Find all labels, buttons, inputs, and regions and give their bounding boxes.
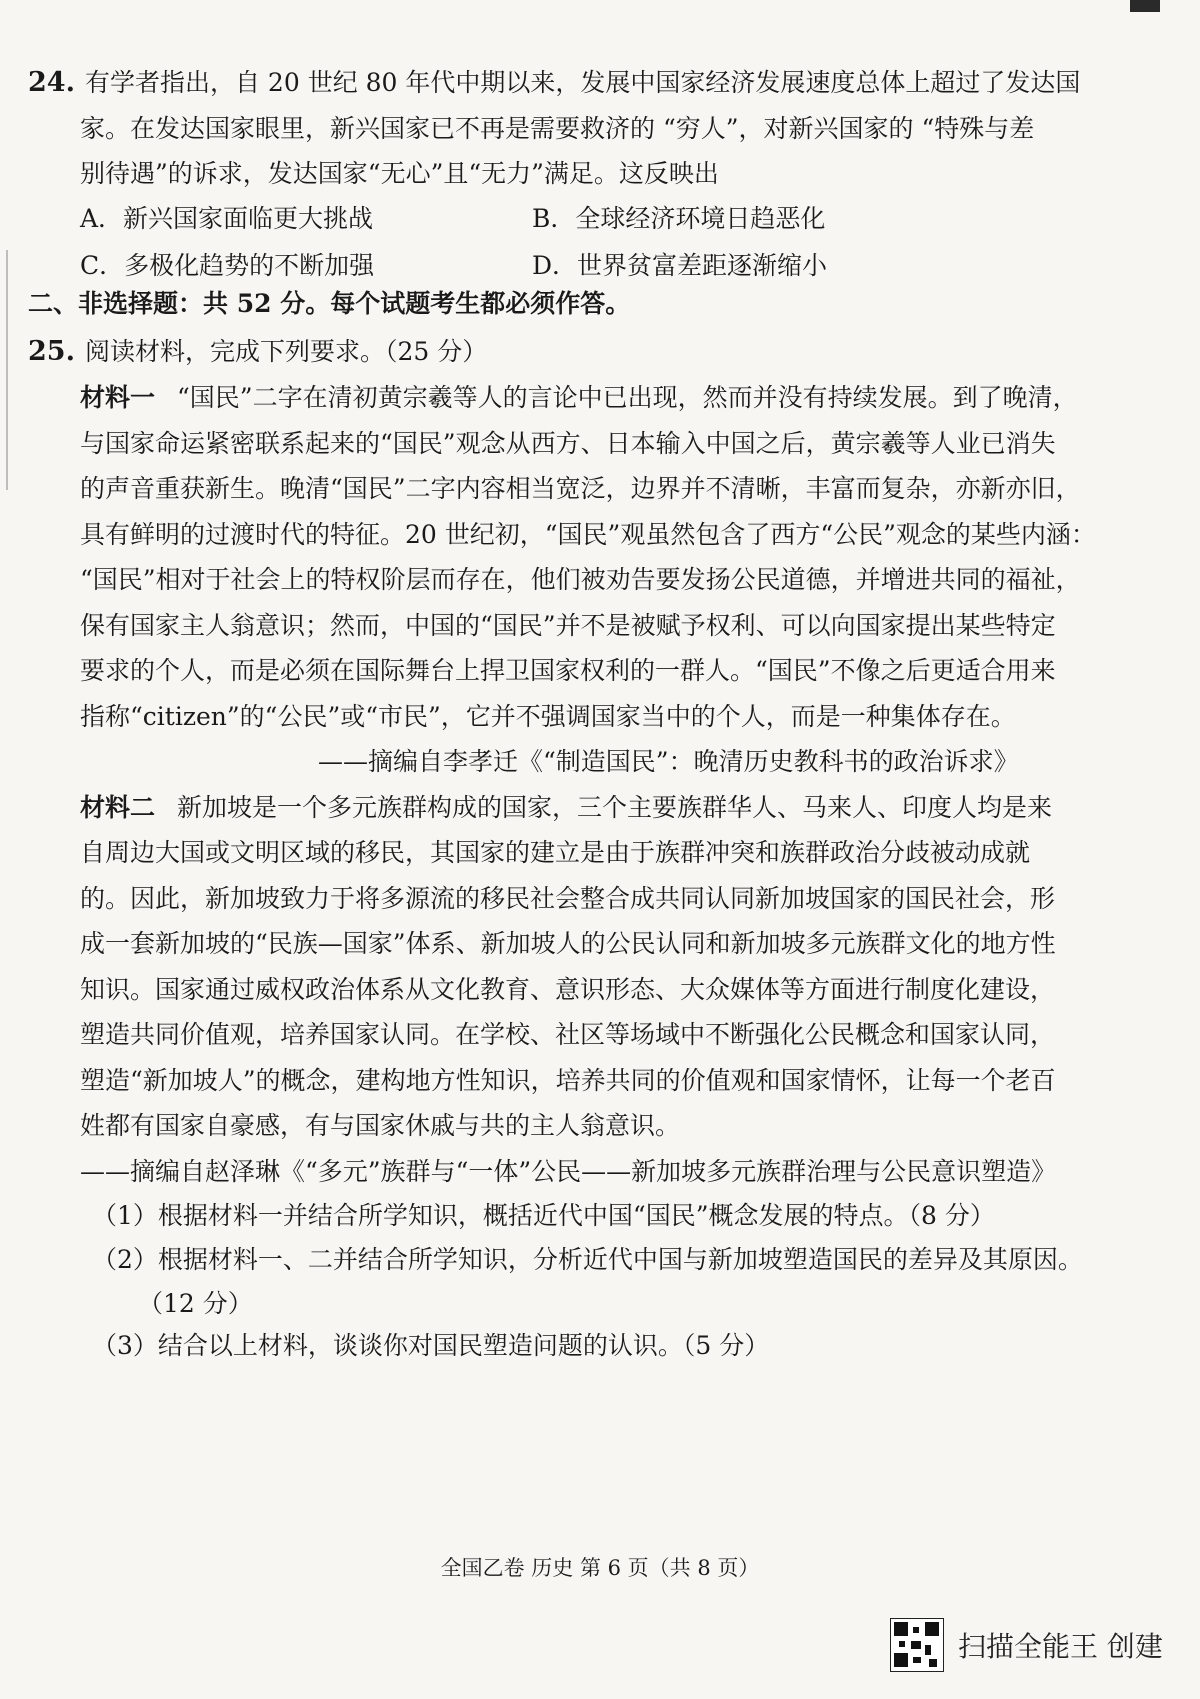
camscanner-watermark bbox=[890, 1616, 1163, 1674]
material2-source: ——摘编自赵泽琳《“多元”族群与“一体”公民——新加坡多元族群治理与公民意识塑造》 bbox=[80, 1157, 1057, 1186]
material2-line-7: 塑造“新加坡人”的概念，建构地方性知识，培养共同的价值观和国家情怀，让每一个老百 bbox=[80, 1066, 1056, 1095]
material1-line-3: 的声音重获新生。晚清“国民”二字内容相当宽泛，边界并不清晰，丰富而复杂，亦新亦旧， bbox=[80, 474, 1081, 503]
material2-label: 材料二 bbox=[80, 793, 156, 822]
q25-subquestion-1: （1）根据材料一并结合所学知识，概括近代中国“国民”概念发展的特点。（8 分） bbox=[92, 1201, 995, 1230]
material1-line-5: “国民”相对于社会上的特权阶层而存在，他们被劝告要发扬公民道德，并增进共同的福祉， bbox=[80, 565, 1081, 594]
material1-line-8: 指称“citizen”的“公民”或“市民”，它并不强调国家当中的个人，而是一种集体存在。 bbox=[80, 702, 1016, 731]
scan-edge-mark bbox=[6, 250, 8, 490]
q24-line-3: 别待遇”的诉求，发达国家“无心”且“无力”满足。这反映出 bbox=[80, 159, 719, 188]
qr-code-icon bbox=[890, 1618, 944, 1672]
material2-line-5: 知识。国家通过威权政治体系从文化教育、意识形态、大众媒体等方面进行制度化建设， bbox=[80, 975, 1056, 1004]
material2-line-2: 自周边大国或文明区域的移民，其国家的建立是由于族群冲突和族群政治分歧被动成就 bbox=[80, 838, 1031, 867]
q25-number: 25. bbox=[28, 336, 75, 367]
q25-subquestion-2-score: （12 分） bbox=[138, 1289, 253, 1318]
material1-line-4: 具有鲜明的过渡时代的特征。20 世纪初，“国民”观虽然包含了西方“公民”观念的某些内涵： bbox=[80, 520, 1096, 549]
q24-option-b: B．全球经济环境日趋恶化 bbox=[532, 204, 826, 233]
q25-subquestion-3: （3）结合以上材料，谈谈你对国民塑造问题的认识。（5 分） bbox=[92, 1331, 770, 1360]
q24-line-2: 家。在发达国家眼里，新兴国家已不再是需要救济的 “穷人”，对新兴国家的 “特殊与差 bbox=[80, 114, 1035, 143]
section2-heading: 二、非选择题：共 52 分。每个试题考生都必须作答。 bbox=[28, 289, 631, 318]
material2-line-8: 姓都有国家自豪感，有与国家休戚与共的主人翁意识。 bbox=[80, 1111, 681, 1140]
material1-line-1: 材料一 “国民”二字在清初黄宗羲等人的言论中已出现，然而并没有持续发展。到了晚清， bbox=[80, 383, 1078, 412]
q25-subquestion-2: （2）根据材料一、二并结合所学知识，分析近代中国与新加坡塑造国民的差异及其原因。 bbox=[92, 1245, 1083, 1274]
material1-line-2: 与国家命运紧密联系起来的“国民”观念从西方、日本输入中国之后，黄宗羲等人业已消失 bbox=[80, 429, 1056, 458]
q24-option-a: A．新兴国家面临更大挑战 bbox=[80, 204, 374, 233]
q24-option-c: C．多极化趋势的不断加强 bbox=[80, 251, 375, 280]
q24-option-d: D．世界贫富差距逐渐缩小 bbox=[532, 251, 828, 280]
material1-line-7: 要求的个人，而是必须在国际舞台上捍卫国家权利的一群人。“国民”不像之后更适合用来 bbox=[80, 656, 1056, 685]
material2-line-1: 材料二 新加坡是一个多元族群构成的国家，三个主要族群华人、马来人、印度人均是来 bbox=[80, 793, 1053, 822]
material1-source: ——摘编自李孝迁《“制造国民”：晚清历史教科书的政治诉求》 bbox=[318, 747, 1019, 776]
material2-line-3: 的。因此，新加坡致力于将多源流的移民社会整合成共同认同新加坡国家的国民社会，形 bbox=[80, 884, 1056, 913]
q24-number: 24. bbox=[28, 67, 75, 98]
material1-line-6: 保有国家主人翁意识；然而，中国的“国民”并不是被赋予权利、可以向国家提出某些特定 bbox=[80, 611, 1056, 640]
q25-intro-line: 25. 阅读材料，完成下列要求。（25 分） bbox=[28, 336, 488, 367]
page-footer: 全国乙卷 历史 第 6 页（共 8 页） bbox=[440, 1556, 760, 1580]
watermark-text: 扫描全能王 创建 bbox=[958, 1630, 1163, 1663]
material1-label: 材料一 bbox=[80, 383, 156, 412]
material2-line-6: 塑造共同价值观，培养国家认同。在学校、社区等场域中不断强化公民概念和国家认同， bbox=[80, 1020, 1056, 1049]
q24-line-1: 24. 有学者指出，自 20 世纪 80 年代中期以来，发展中国家经济发展速度总体上超过了发达国 bbox=[28, 67, 1081, 98]
material2-line-4: 成一套新加坡的“民族—国家”体系、新加坡人的公民认同和新加坡多元族群文化的地方性 bbox=[80, 929, 1056, 958]
scan-corner-mark bbox=[1130, 0, 1160, 12]
